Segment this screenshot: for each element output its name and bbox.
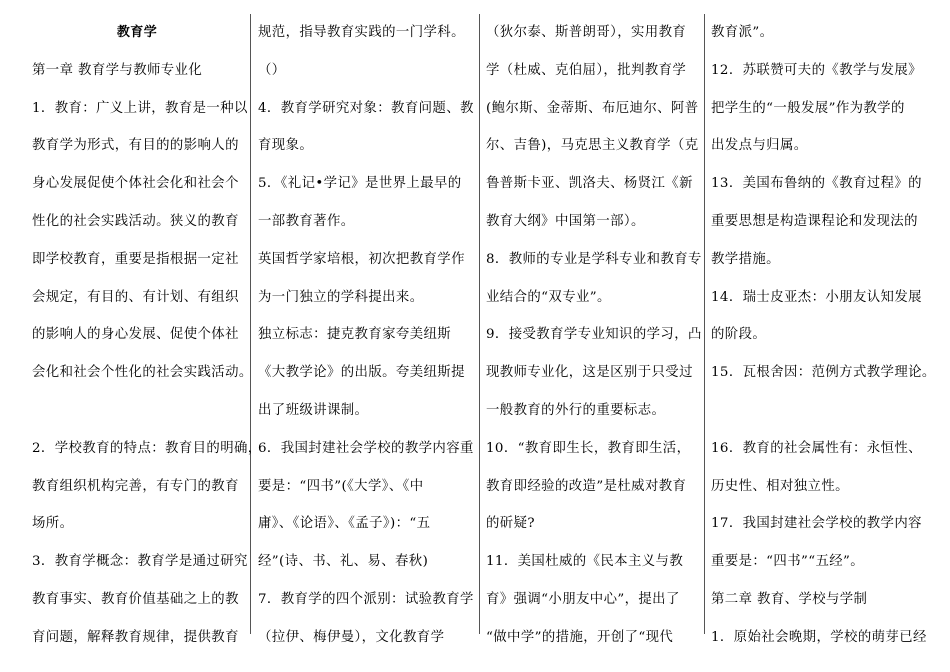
text-line: 会化和社会个性化的社会实践活动。	[32, 365, 253, 381]
text-line: 教育派”。	[711, 25, 774, 40]
text-line: 的影响人的身心发展、促使个体社	[32, 327, 239, 343]
text-line: 2．学校教育的特点：教育目的明确，	[32, 440, 262, 456]
text-line: 7．教育学的四个派别：试验教育学	[258, 591, 474, 607]
text-line: 经”(诗、书、礼、易、春秋)	[258, 554, 429, 570]
text-line: 教育组织机构完善，有专门的教育	[32, 478, 239, 494]
text-line: 教育事实、教育价值基础之上的教	[32, 591, 239, 607]
text-line: 教育学为形式，有目的的影响人的	[32, 138, 239, 154]
text-line: 13．美国布鲁纳的《教育过程》的	[711, 176, 922, 192]
text-line: 的阶段。	[711, 327, 767, 343]
text-line: 为一门独立的学科提出来。	[258, 289, 424, 305]
text-column-3	[486, 14, 700, 657]
blank-line	[711, 392, 935, 430]
text-line: 鲁普斯卡亚、凯洛夫、杨贤江《新	[486, 176, 693, 192]
text-line: 15．瓦根舍因：范例方式教学理论。	[711, 365, 936, 381]
text-line: 独立标志：捷克教育家夸美纽斯	[258, 327, 452, 343]
blank-line	[32, 392, 250, 430]
text-line: 9．接受教育学专业知识的学习，凸	[486, 327, 702, 343]
text-line: 场所。	[32, 516, 74, 532]
text-line: 性化的社会实践活动。狭义的教育	[32, 213, 239, 229]
text-line: 即学校教育，重要是指根据一定社	[32, 251, 239, 267]
text-line: 一般教育的外行的重要标志。	[486, 402, 666, 418]
text-line: 现教师专业化，这是区别于只受过	[486, 365, 693, 381]
text-line: 一部教育著作。	[258, 213, 355, 229]
text-line: 要是：“四书”(《大学》、《中	[258, 478, 424, 494]
text-line: 5．《礼记•学记》是世界上最早的	[258, 176, 462, 192]
text-line: 3．教育学概念：教育学是通过研究	[32, 554, 248, 570]
text-line: 会规定，有目的、有计划、有组织	[32, 289, 239, 305]
text-line: 教育即经验的改造”是杜威对教育	[486, 478, 687, 494]
text-line: 4．教育学研究对象：教育问题、教	[258, 100, 474, 116]
text-line: 14．瑞士皮亚杰：小朋友认知发展	[711, 289, 922, 305]
text-line: 17．我国封建社会学校的教学内容	[711, 516, 922, 532]
text-line: 育问题，解释教育规律，提供教育	[32, 629, 239, 645]
text-line: （）	[258, 62, 286, 78]
text-line: “做中学”的措施，开创了“现代	[486, 629, 674, 645]
text-line: 重要是：“四书”“五经”。	[711, 554, 865, 570]
text-line: 庸》、《论语》、《孟子》)：“五	[258, 516, 431, 532]
text-line: 学（杜威、克伯屈），批判教育学	[486, 62, 687, 78]
text-line: 1．教育：广义上讲，教育是一种以	[32, 100, 248, 116]
text-line: 育现象。	[258, 138, 314, 154]
text-column-1	[32, 14, 262, 657]
text-line: 第一章 教育学与教师专业化	[32, 62, 203, 78]
text-line: 出发点与归属。	[711, 138, 808, 154]
text-line: 12．苏联赞可夫的《教学与发展》	[711, 62, 922, 78]
text-line: 教学措施。	[711, 251, 780, 267]
text-line: （拉伊、梅伊曼），文化教育学	[258, 629, 445, 645]
document-title: 教育学	[116, 25, 158, 40]
text-line: 把学生的“一般发展”作为教学的	[711, 100, 905, 116]
text-line: 16．教育的社会属性有：永恒性、	[711, 440, 922, 456]
text-line: 11．美国杜威的《民本主义与教	[486, 554, 684, 570]
text-line: 历史性、相对独立性。	[711, 478, 849, 494]
text-line: 身心发展促使个体社会化和社会个	[32, 176, 239, 192]
text-line: 6．我国封建社会学校的教学内容重	[258, 440, 474, 456]
text-line: 10．“教育即生长，教育即生活，	[486, 440, 691, 456]
text-column-2	[258, 14, 480, 657]
text-line: 《大教学论》的出版。夸美纽斯提	[258, 365, 465, 381]
column-divider	[250, 14, 251, 634]
text-line: （狄尔泰、斯普朗哥），实用教育	[486, 25, 687, 40]
text-line: 尔、吉鲁)，马克思主义教育学（克	[486, 138, 699, 154]
column-divider	[704, 14, 705, 634]
text-line: 英国哲学家培根，初次把教育学作	[258, 251, 465, 267]
text-line: 育》强调“小朋友中心”，提出了	[486, 591, 680, 607]
text-line: 出了班级讲课制。	[258, 402, 369, 418]
text-line: 1．原始社会晚期，学校的萌芽已经	[711, 629, 927, 645]
text-line: 重要思想是构造课程论和发现法的	[711, 213, 918, 229]
text-column-4	[711, 14, 935, 657]
text-line: 规范，指导教育实践的一门学科。	[258, 25, 465, 40]
text-line: 教育大纲》中国第一部）。	[486, 213, 645, 229]
text-line: (鲍尔斯、金蒂斯、布厄迪尔、阿普	[486, 100, 699, 116]
text-line: 业结合的“双专业”。	[486, 289, 611, 305]
text-line: 8．教师的专业是学科专业和教育专	[486, 251, 702, 267]
chapter-heading: 第二章 教育、学校与学制	[711, 591, 868, 607]
text-line: 的斫疑?	[486, 516, 535, 532]
